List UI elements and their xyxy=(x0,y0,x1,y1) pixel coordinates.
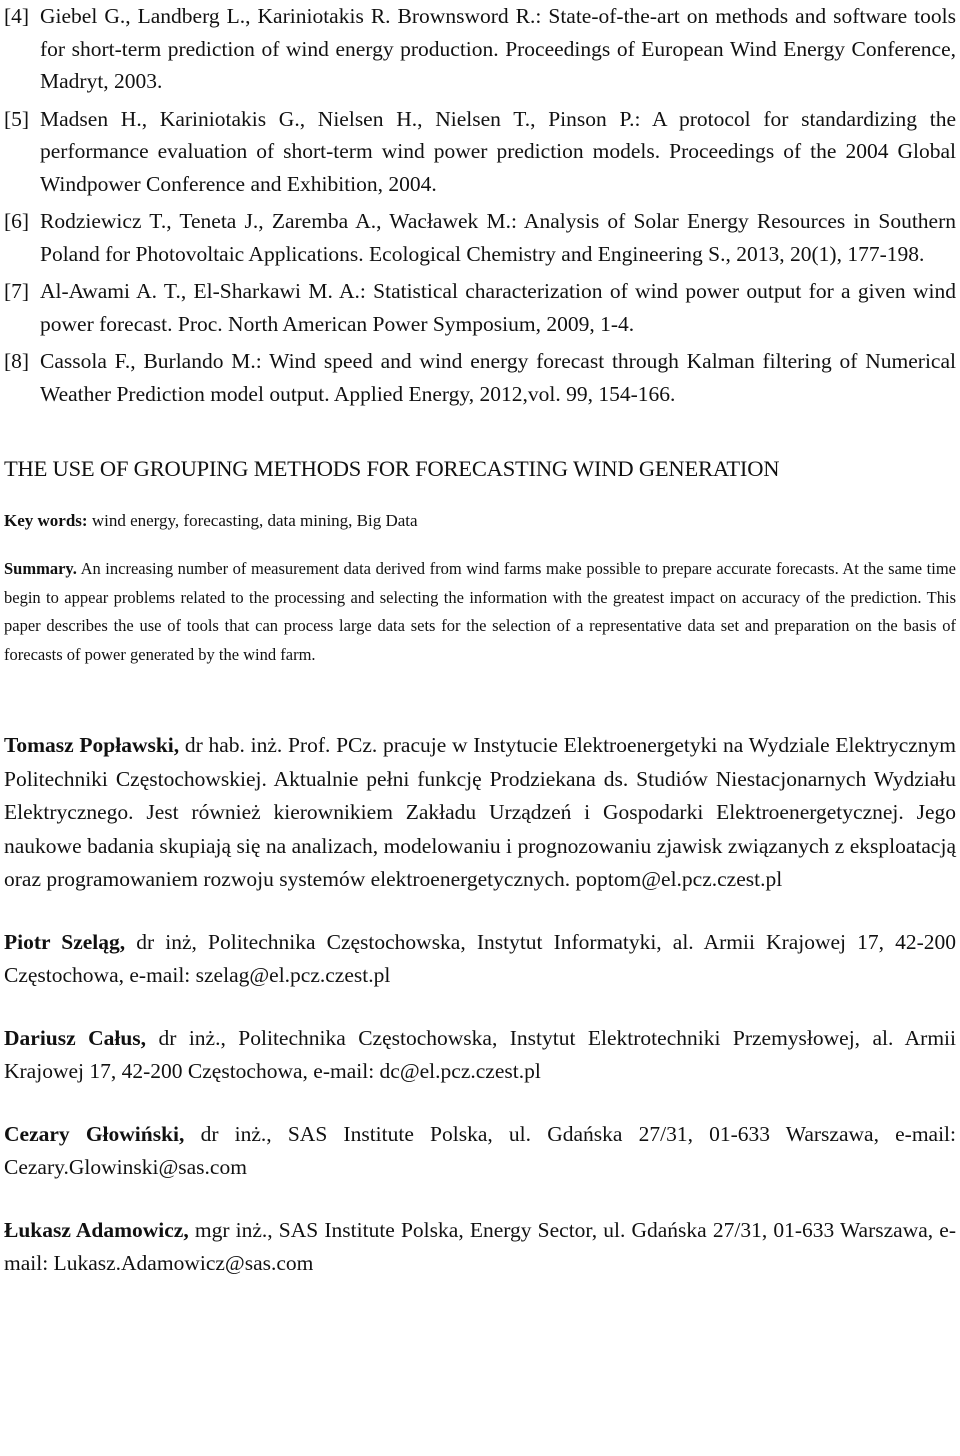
summary xyxy=(4,555,956,669)
author-name: Dariusz Całus, xyxy=(4,1025,147,1050)
author-bio: dr inż., SAS Institute Polska, ul. Gdańska 27/31, 01-633 Warszawa, e-mail: Cezary.Glowinski@sas.com xyxy=(4,1121,957,1179)
reference-number: [4] xyxy=(4,4,30,28)
reference-text: Giebel G., Landberg L., Kariniotakis R. Brownsword R.: State-of-the-art on methods and software tools for short-term prediction of wind energy production. Proceedings of European Wind Energy Conference, Madryt, 2003. xyxy=(40,4,956,93)
reference-item xyxy=(4,0,956,98)
reference-number: [7] xyxy=(4,279,30,303)
author-note xyxy=(4,1022,956,1089)
author-bio: dr hab. inż. Prof. PCz. pracuje w Instytucie Elektroenergetyki na Wydziale Elektrycznym Politechniki Częstochowskiej. Aktualnie pełni funkcję Prodziekana ds. Studiów Niestacjonarnych Wydziału Elektrycznego. Jest również kierownikiem Zakładu Urządzeń i Gospodarki Elektroenergetycznej. Jego naukowe badania skupiają się na analizach, modelowaniu i prognozowaniu zjawisk związanych z eksploatacją oraz programowaniem rozwoju systemów elektroenergetycznych. poptom@el.pcz.czest.pl xyxy=(4,733,957,891)
author-name: Tomasz Popławski, xyxy=(4,733,180,757)
reference-number: [5] xyxy=(4,106,30,131)
author-note xyxy=(4,729,956,897)
reference-item xyxy=(4,205,956,270)
keywords-text: wind energy, forecasting, data mining, Big Data xyxy=(91,511,418,530)
keywords xyxy=(4,509,956,533)
reference-text: Rodziewicz T., Teneta J., Zaremba A., Wacławek M.: Analysis of Solar Energy Resources in Southern Poland for Photovoltaic Applications. Ecological Chemistry and Engineering S., 2013, 20(1), 177-198. xyxy=(40,209,956,266)
reference-text: Al-Awami A. T., El-Sharkawi M. A.: Statistical characterization of wind power output for a given wind power forecast. Proc. North American Power Symposium, 2009, 1-4. xyxy=(40,279,956,336)
keywords-label: Key words: xyxy=(4,511,88,530)
author-name: Piotr Szeląg, xyxy=(4,929,126,954)
reference-list xyxy=(4,0,956,410)
document-page xyxy=(4,0,956,1310)
author-note xyxy=(4,926,956,993)
author-note xyxy=(4,1214,956,1281)
author-note xyxy=(4,1118,956,1185)
article-title: THE USE OF GROUPING METHODS FOR FORECASTING WIND GENERATION xyxy=(4,456,780,481)
reference-item xyxy=(4,103,956,201)
reference-item xyxy=(4,275,956,340)
reference-number: [8] xyxy=(4,349,30,373)
reference-number: [6] xyxy=(4,209,30,233)
author-bio: dr inż, Politechnika Częstochowska, Instytut Informatyki, al. Armii Krajowej 17, 42-200 Częstochowa, e-mail: szelag@el.pcz.czest.pl xyxy=(4,929,957,987)
author-name: Cezary Głowiński, xyxy=(4,1121,185,1146)
summary-text: An increasing number of measurement data derived from wind farms make possible to prepare accurate forecasts. At the same time begin to appear problems related to the processing and selecting the information with the greatest impact on accuracy of the prediction. This paper describes the use of tools that can process large data sets for the selection of a representative data set and preparation on the basis of forecasts of power generated by the wind farm. xyxy=(4,559,956,664)
author-bio: dr inż., Politechnika Częstochowska, Instytut Elektrotechniki Przemysłowej, al. Armii Krajowej 17, 42-200 Częstochowa, e-mail: dc@el.pcz.czest.pl xyxy=(4,1025,956,1083)
author-name: Łukasz Adamowicz, xyxy=(4,1217,189,1242)
reference-text: Madsen H., Kariniotakis G., Nielsen H., Nielsen T., Pinson P.: A protocol for standardizing the performance evaluation of short-term wind power prediction models. Proceedings of the 2004 Global Windpower Conference and Exhibition, 2004. xyxy=(40,106,956,196)
author-notes xyxy=(4,729,956,1281)
author-bio: mgr inż., SAS Institute Polska, Energy Sector, ul. Gdańska 27/31, 01-633 Warszawa, e-mail: Lukasz.Adamowicz@sas.com xyxy=(4,1217,956,1275)
reference-text: Cassola F., Burlando M.: Wind speed and wind energy forecast through Kalman filtering of Numerical Weather Prediction model output. Applied Energy, 2012,vol. 99, 154-166. xyxy=(40,349,956,406)
reference-item xyxy=(4,345,956,410)
summary-label: Summary. xyxy=(4,559,77,578)
